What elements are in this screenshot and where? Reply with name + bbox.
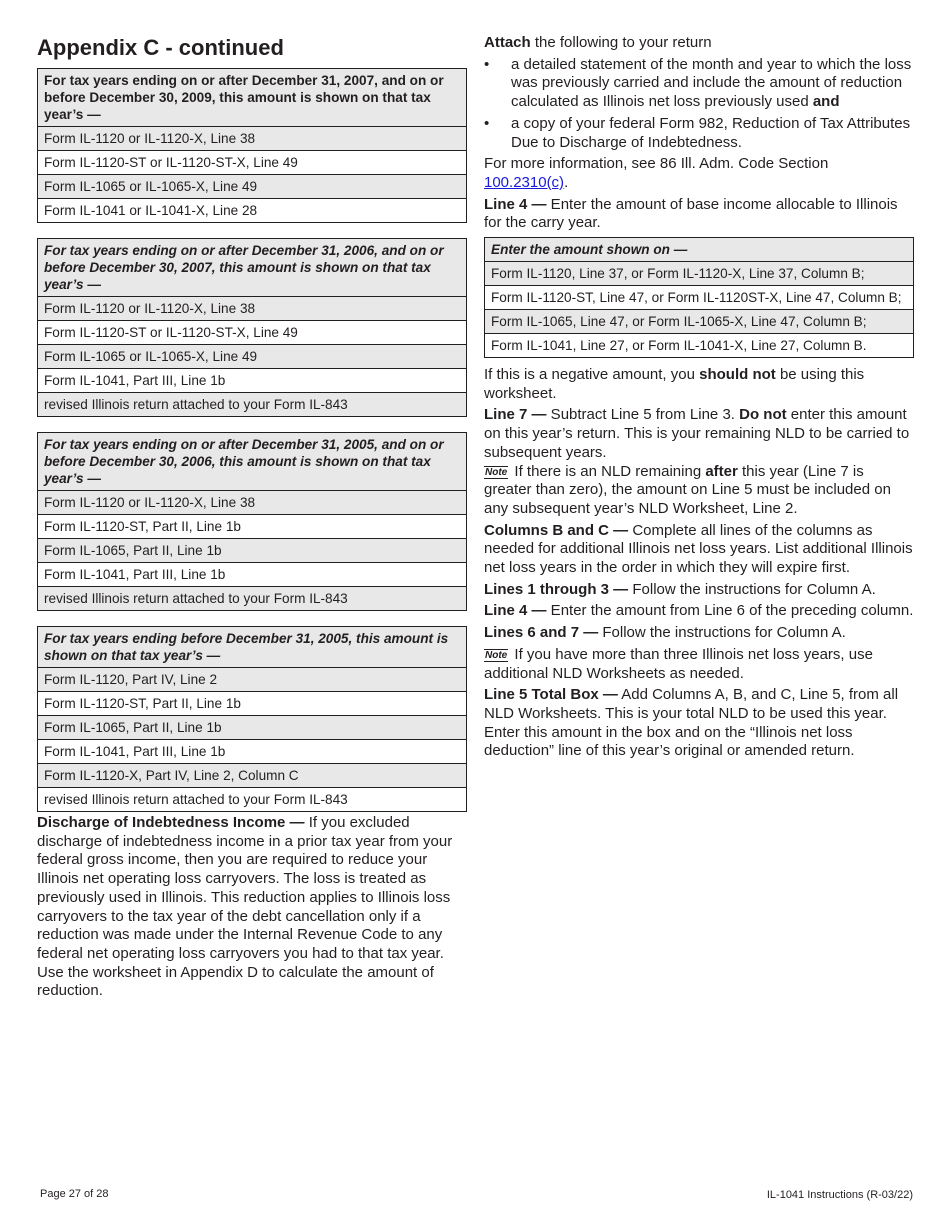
table-row: Form IL-1041, Part III, Line 1b	[38, 740, 467, 764]
table-row: Form IL-1041, Line 27, or Form IL-1041-X, Line 27, Column B.	[485, 334, 914, 358]
note1-bold: after	[705, 462, 738, 480]
doi-label: Discharge of Indebtedness Income —	[37, 814, 305, 831]
note1-post: this year (Line 7 is greater than zero), the amount on Line 5 must be included on any subsequent year’s NLD Worksheet, Line 2.	[484, 462, 891, 517]
table-row: revised Illinois return attached to your Form IL-843	[38, 393, 467, 417]
line7-bold: Do not	[739, 406, 787, 424]
table-row: Form IL-1120-ST, Part II, Line 1b	[38, 515, 467, 539]
line4b-label: Line 4 —	[484, 602, 547, 620]
right-column	[484, 34, 914, 764]
document-id: IL-1041 Instructions (R-03/22)	[766, 1189, 913, 1201]
bullet-icon: •	[484, 55, 490, 73]
table-row: Form IL-1065 or IL-1065-X, Line 49	[38, 175, 467, 199]
note-paragraph-1	[484, 463, 914, 519]
tax-year-table-2005-2006	[37, 432, 467, 611]
table-row: Form IL-1120 or IL-1120-X, Line 38	[38, 491, 467, 515]
table-row: Form IL-1041, Part III, Line 1b	[38, 563, 467, 587]
negative-pre: If this is a negative amount, you	[484, 366, 700, 384]
table-header: For tax years ending on or after December 31, 2006, and on or before December 30, 2007, this amount is shown on that tax year’s —	[38, 239, 467, 297]
colbc-label: Columns B and C —	[484, 521, 629, 539]
tax-year-table-2006-2007	[37, 238, 467, 417]
table-header: For tax years ending on or after December 31, 2005, and on or before December 30, 2006, this amount is shown on that tax year’s —	[38, 433, 467, 491]
bullet-and: and	[812, 93, 840, 111]
note-paragraph-2	[484, 646, 914, 683]
table-row: Form IL-1065, Part II, Line 1b	[38, 539, 467, 563]
doi-text: If you excluded discharge of indebtedness income in a prior tax year from your federal gross income, then you are required to reduce your Illinois net operating loss carryovers. The loss is treated as previously used in Illinois. This reduction applies to Illinois loss carryovers to the tax year of the debt cancellation only if a reduction was made under the Internal Revenue Code to any federal net operating loss carryovers you had to that tax year. Use the worksheet in Appendix D to calculate the amount of reduction.	[37, 814, 453, 1000]
more-info-text: For more information, see 86 Ill. Adm. Code Section	[484, 155, 829, 173]
more-info-paragraph	[484, 155, 914, 192]
tax-year-table-before-2005	[37, 626, 467, 812]
line7-post: enter this amount on this year’s return. This is your remaining NLD to be carried to subsequent years.	[484, 406, 910, 461]
table-row: Form IL-1065, Line 47, or Form IL-1065-X, Line 47, Column B;	[485, 310, 914, 334]
table-row: Form IL-1120-ST, Part II, Line 1b	[38, 692, 467, 716]
table-row: Form IL-1120-ST, Line 47, or Form IL-1120ST-X, Line 47, Column B;	[485, 286, 914, 310]
line7-pre: Subtract Line 5 from Line 3.	[546, 406, 740, 424]
table-row: Form IL-1041 or IL-1041-X, Line 28	[38, 199, 467, 223]
attach-bold: Attach	[484, 34, 531, 51]
line7-paragraph	[484, 406, 914, 462]
table-row: Form IL-1065, Part II, Line 1b	[38, 716, 467, 740]
line4b-text: Enter the amount from Line 6 of the preceding column.	[546, 602, 914, 620]
table-row: Form IL-1120 or IL-1120-X, Line 38	[38, 297, 467, 321]
line5-label: Line 5 Total Box —	[484, 686, 618, 704]
table-header: For tax years ending before December 31, 2005, this amount is shown on that tax year’s —	[38, 627, 467, 668]
page-number: Page 27 of 28	[40, 1188, 109, 1200]
table-row: Form IL-1120-ST or IL-1120-ST-X, Line 49	[38, 151, 467, 175]
attach-heading	[484, 34, 914, 53]
more-info-end: .	[564, 173, 569, 191]
note-icon: Note	[485, 466, 508, 478]
line4-label: Line 4 —	[484, 195, 547, 213]
table-row: revised Illinois return attached to your Form IL-843	[38, 587, 467, 611]
colbc-text: Complete all lines of the columns as needed for additional Illinois net loss years. List additional Illinois net loss years in the order in which they will expire first.	[484, 521, 913, 577]
table-header: For tax years ending on or after December 31, 2007, and on or before December 30, 2009, this amount is shown on that tax year’s —	[38, 69, 467, 127]
left-column	[37, 34, 467, 1016]
lines13-text: Follow the instructions for Column A.	[628, 580, 876, 598]
attach-list	[484, 56, 914, 153]
table-header: Enter the amount shown on —	[485, 238, 914, 262]
line7-label: Line 7 —	[484, 406, 547, 424]
table-row: Form IL-1041, Part III, Line 1b	[38, 369, 467, 393]
line4-paragraph	[484, 196, 914, 233]
tax-year-table-2007-2009	[37, 68, 467, 223]
table-row: Form IL-1120, Part IV, Line 2	[38, 668, 467, 692]
lines13-label: Lines 1 through 3 —	[484, 580, 629, 598]
bullet-text: a detailed statement of the month and year to which the loss was previously carried and include the amount of reduction calculated as Illinois net loss previously used	[511, 55, 912, 111]
note2-text: If you have more than three Illinois net loss years, use additional NLD Worksheets as needed.	[484, 645, 873, 682]
note-icon: Note	[485, 649, 508, 661]
lines67-label: Lines 6 and 7 —	[484, 624, 599, 642]
lines-1-3-paragraph	[484, 581, 914, 600]
line5-total-paragraph	[484, 686, 914, 761]
negative-amount-paragraph	[484, 366, 914, 403]
discharge-of-indebtedness-paragraph	[37, 814, 467, 1001]
table-row: Form IL-1120, Line 37, or Form IL-1120-X, Line 37, Column B;	[485, 262, 914, 286]
bullet-icon: •	[484, 114, 490, 132]
table-row: Form IL-1065 or IL-1065-X, Line 49	[38, 345, 467, 369]
attach-rest: the following to your return	[530, 34, 712, 51]
columns-b-c-paragraph	[484, 522, 914, 578]
table-row: revised Illinois return attached to your Form IL-843	[38, 788, 467, 812]
line4-text: Enter the amount of base income allocable to Illinois for the carry year.	[484, 195, 898, 232]
enter-amount-table	[484, 237, 914, 358]
list-item	[484, 115, 914, 152]
negative-bold: should not	[699, 366, 776, 384]
table-row: Form IL-1120-X, Part IV, Line 2, Column C	[38, 764, 467, 788]
list-item	[484, 56, 914, 112]
lines67-text: Follow the instructions for Column A.	[598, 624, 846, 642]
table-row: Form IL-1120 or IL-1120-X, Line 38	[38, 127, 467, 151]
bullet-text: a copy of your federal Form 982, Reduction of Tax Attributes Due to Discharge of Indebtedness.	[511, 114, 911, 151]
negative-post: be using this worksheet.	[484, 366, 865, 402]
table-row: Form IL-1120-ST or IL-1120-ST-X, Line 49	[38, 321, 467, 345]
line4b-paragraph	[484, 602, 914, 621]
lines-6-7-paragraph	[484, 624, 914, 643]
page-title: Appendix C - continued	[37, 35, 284, 60]
note1-pre: If there is an NLD remaining	[510, 462, 706, 480]
code-section-link[interactable]: 100.2310(c)	[484, 173, 565, 191]
line5-text: Add Columns A, B, and C, Line 5, from all NLD Worksheets. This is your total NLD to be used this year. Enter this amount in the box and on the “Illinois net loss deduction” line of this year’s original or amended return.	[484, 686, 899, 760]
